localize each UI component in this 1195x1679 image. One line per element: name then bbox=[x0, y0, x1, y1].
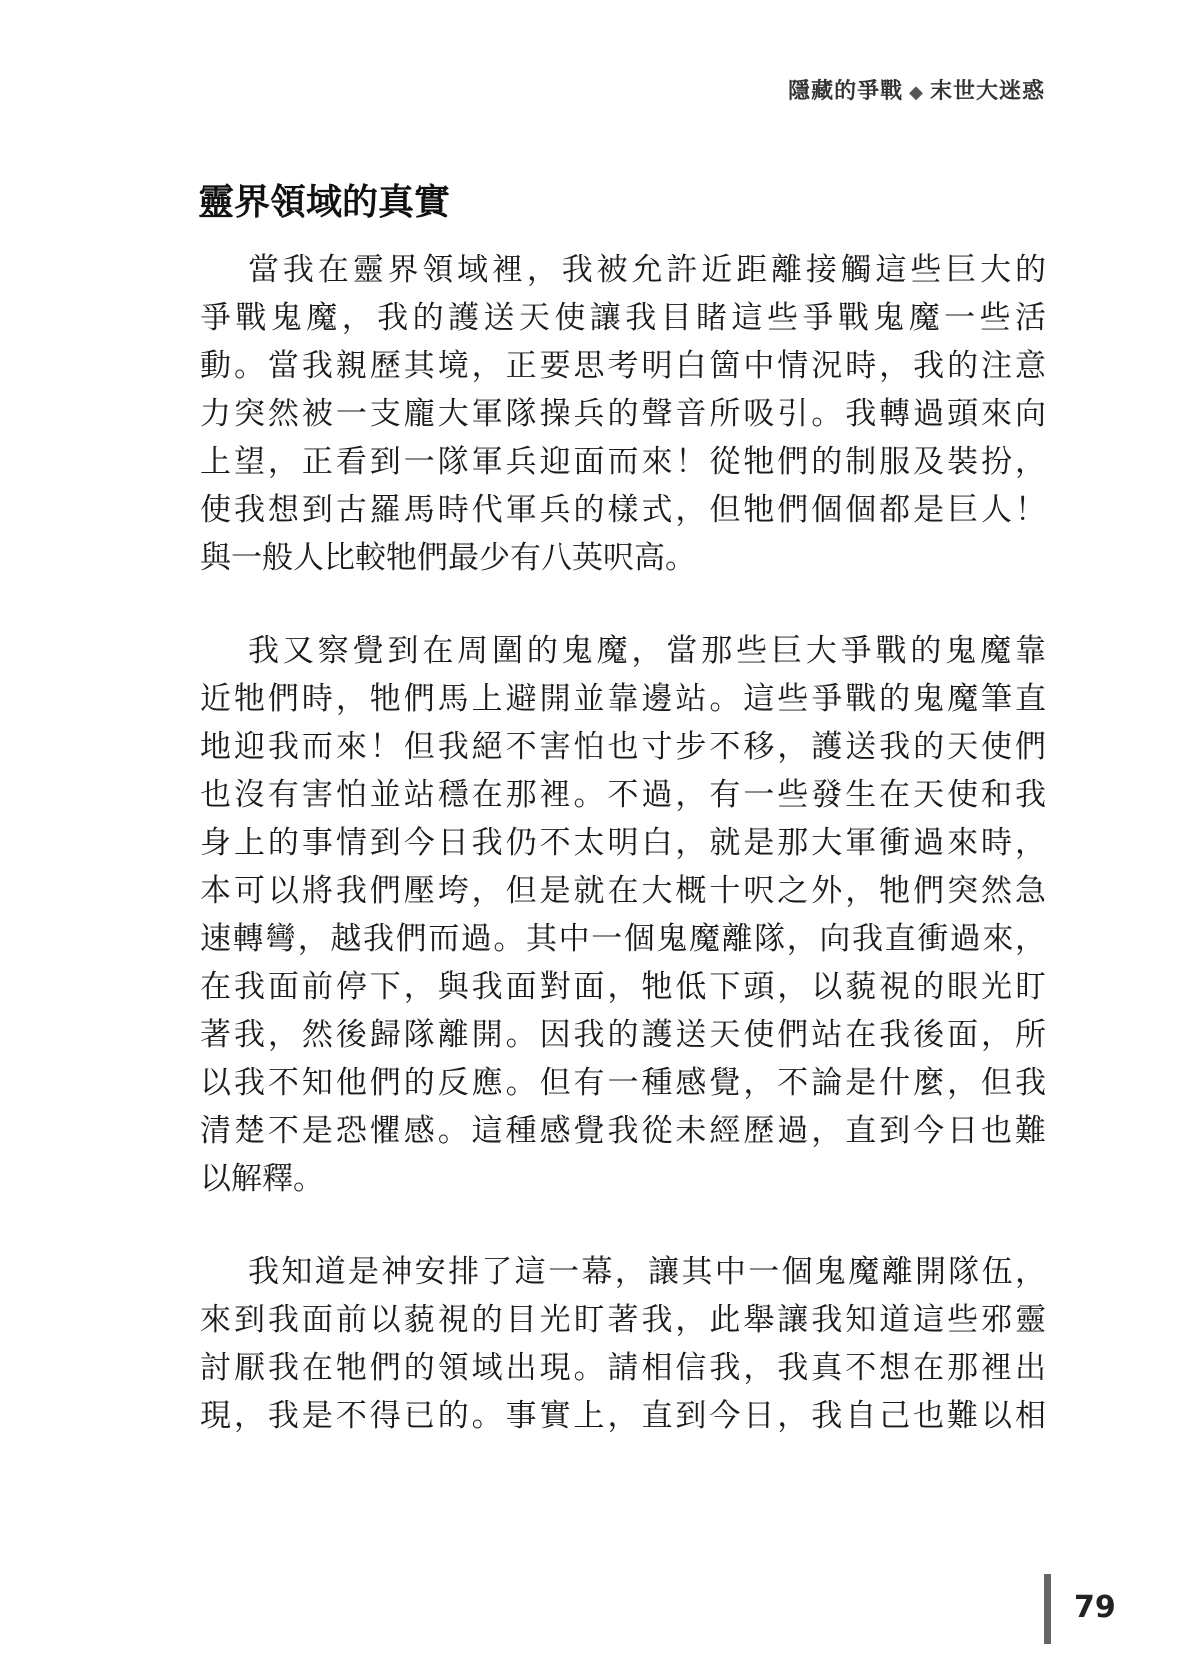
text-line: 我知道是神安排了這一幕，讓其中一個鬼魔離開隊伍， bbox=[248, 1254, 1046, 1290]
text-line: 與一般人比較牠們最少有八英呎高。 bbox=[200, 540, 696, 576]
text-line: 清楚不是恐懼感。這種感覺我從未經歷過，直到今日也難 bbox=[200, 1113, 1046, 1149]
text-line: 當我在靈界領域裡，我被允許近距離接觸這些巨大的 bbox=[248, 252, 1046, 288]
diamond-separator-icon: ◆ bbox=[909, 82, 924, 103]
page-footer bbox=[1044, 1574, 1144, 1644]
paragraph-2 bbox=[200, 627, 1046, 1203]
page-number-bar bbox=[1044, 1574, 1051, 1644]
paragraph-1 bbox=[200, 246, 1046, 582]
text-line: 使我想到古羅馬時代軍兵的樣式，但牠們個個都是巨人！ bbox=[200, 492, 1046, 528]
text-line: 爭戰鬼魔，我的護送天使讓我目睹這些爭戰鬼魔一些活 bbox=[200, 300, 1046, 336]
text-line: 力突然被一支龐大軍隊操兵的聲音所吸引。我轉過頭來向 bbox=[200, 396, 1046, 432]
text-line: 以我不知他們的反應。但有一種感覺，不論是什麼，但我 bbox=[200, 1065, 1046, 1101]
text-line: 在我面前停下，與我面對面，牠低下頭，以藐視的眼光盯 bbox=[200, 969, 1046, 1005]
text-line: 本可以將我們壓垮，但是就在大概十呎之外，牠們突然急 bbox=[200, 873, 1046, 909]
text-line: 近牠們時，牠們馬上避開並靠邊站。這些爭戰的鬼魔筆直 bbox=[200, 681, 1046, 717]
text-line: 也沒有害怕並站穩在那裡。不過，有一些發生在天使和我 bbox=[200, 777, 1046, 813]
text-line: 我又察覺到在周圍的鬼魔，當那些巨大爭戰的鬼魔靠 bbox=[248, 633, 1046, 669]
body-text bbox=[200, 246, 1046, 1485]
text-line: 上望，正看到一隊軍兵迎面而來！從牠們的制服及裝扮， bbox=[200, 444, 1046, 480]
paragraph-3 bbox=[200, 1248, 1046, 1440]
text-line: 地迎我而來！但我絕不害怕也寸步不移，護送我的天使們 bbox=[200, 729, 1046, 765]
text-line: 以解釋。 bbox=[200, 1161, 324, 1197]
text-line: 身上的事情到今日我仍不太明白，就是那大軍衝過來時， bbox=[200, 825, 1046, 861]
page-number: 79 bbox=[1074, 1590, 1116, 1625]
text-line: 動。當我親歷其境，正要思考明白箇中情況時，我的注意 bbox=[200, 348, 1046, 384]
text-line: 現，我是不得已的。事實上，直到今日，我自己也難以相 bbox=[200, 1398, 1046, 1434]
text-line: 著我，然後歸隊離開。因我的護送天使們站在我後面，所 bbox=[200, 1017, 1046, 1053]
text-line: 速轉彎，越我們而過。其中一個鬼魔離隊，向我直衝過來， bbox=[200, 921, 1046, 957]
text-line: 來到我面前以藐視的目光盯著我，此舉讓我知道這些邪靈 bbox=[200, 1302, 1046, 1338]
running-header bbox=[788, 74, 1045, 105]
book-title: 隱藏的爭戰 bbox=[788, 79, 904, 104]
text-line: 討厭我在牠們的領域出現。請相信我，我真不想在那裡出 bbox=[200, 1350, 1046, 1386]
section-heading: 靈界領域的真實 bbox=[198, 182, 451, 223]
series-title: 末世大迷惑 bbox=[929, 79, 1045, 104]
